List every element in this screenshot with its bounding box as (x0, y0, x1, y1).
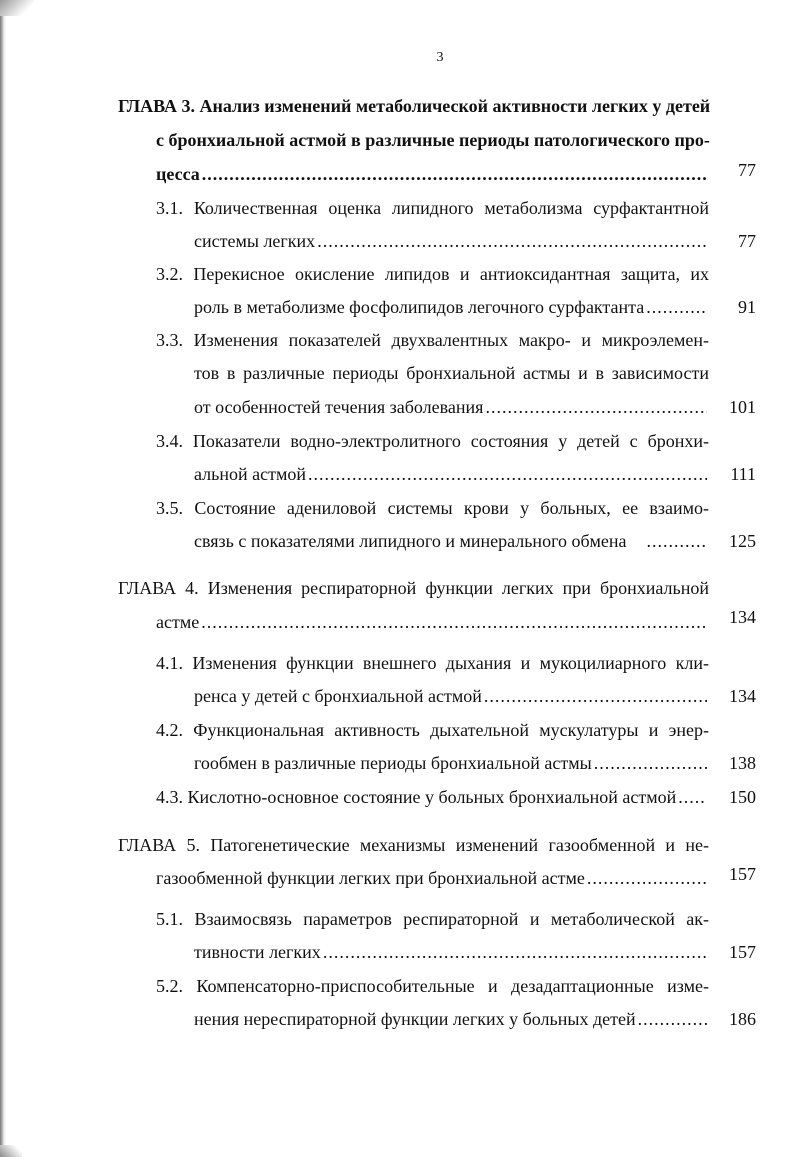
section-title-line: тов в различные периоды бронхиальной астмы и в зависимости (194, 363, 709, 383)
page-ref: 134 (729, 607, 756, 627)
scan-bottom-corner (0, 1145, 22, 1157)
page-ref: 77 (738, 231, 756, 251)
toc-entry-3-2-cont[interactable] (194, 296, 709, 318)
leader-dots (308, 463, 707, 485)
section-title-line: ренса у детей с бронхиальной астмой (194, 686, 482, 706)
section-number: 4.1. (156, 653, 183, 673)
leader-dots (678, 786, 707, 808)
section-number: 3.4. (156, 431, 183, 451)
leader-dots (594, 752, 707, 774)
section-title-line: Функциональная активность дыхательной мускулатуры и энер- (193, 720, 709, 740)
leader-dots (317, 230, 707, 252)
chapter-title-line: Изменения респираторной функции легких при бронхиальной (207, 578, 709, 598)
chapter-title-line: Патогенетические механизмы изменений газообменной и не- (210, 835, 710, 855)
chapter-title-line: цесса (156, 164, 200, 184)
toc-entry-3-5[interactable] (156, 497, 709, 519)
toc-entry-5-1-cont[interactable] (194, 941, 709, 963)
section-title-line: от особенностей течения заболевания (194, 397, 484, 417)
section-number: 3.1. (156, 198, 183, 218)
page-ref: 134 (729, 686, 756, 706)
scan-left-edge (0, 0, 6, 1157)
leader-dots (485, 396, 707, 418)
section-title-line: роль в метаболизме фосфолипидов легочного сурфактанта (194, 297, 645, 317)
toc-entry-3-2[interactable] (156, 263, 709, 285)
leader-dots (646, 296, 707, 318)
chapter-5-heading (118, 834, 709, 856)
page-ref: 186 (729, 1009, 756, 1029)
leader-dots (202, 163, 707, 185)
section-title-line: Компенсаторно-приспособительные и дезадаптационные изме- (196, 976, 710, 996)
section-title-line: Количественная оценка липидного метаболизма сурфактантной (193, 198, 709, 218)
toc-entry-chapter-5[interactable] (156, 867, 709, 889)
page-ref: 150 (729, 787, 756, 807)
toc-entry-chapter-4[interactable] (156, 611, 709, 633)
section-title-line: Показатели водно-электролитного состояния у детей с бронхи- (192, 431, 709, 451)
chapter-4-heading (118, 577, 709, 599)
section-number: 4.2. (156, 720, 183, 740)
toc-entry-3-4-cont[interactable] (194, 463, 709, 485)
leader-dots (646, 530, 707, 552)
chapter-title-line: астме (156, 612, 200, 632)
toc-entry-5-2-cont[interactable] (194, 1008, 709, 1030)
section-title-line: Кислотно-основное состояние у больных бронхиальной астмой (187, 787, 677, 807)
toc-entry-4-2[interactable] (156, 719, 709, 741)
toc-entry-3-4[interactable] (156, 430, 709, 452)
toc-entry-5-1[interactable] (156, 908, 709, 930)
section-title-line: альной астмой (194, 464, 306, 484)
chapter-label: ГЛАВА 5. (118, 835, 200, 855)
page-ref: 157 (729, 942, 756, 962)
toc-entry-5-2[interactable] (156, 975, 709, 997)
section-title-line: тивности легких (194, 942, 321, 962)
leader-dots (484, 685, 707, 707)
toc-entry-chapter-3[interactable] (156, 163, 709, 185)
toc-entry-4-1[interactable] (156, 652, 709, 674)
chapter-title-line: с бронхиальной астмой в различные периоды патологического про- (156, 130, 710, 150)
page-ref: 157 (729, 864, 756, 884)
page-ref: 77 (738, 160, 756, 180)
page-ref: 125 (729, 531, 756, 551)
section-number: 5.1. (156, 909, 183, 929)
section-title-line: системы легких (194, 231, 316, 251)
section-number: 5.2. (156, 976, 183, 996)
page-ref: 138 (729, 753, 756, 773)
page-ref: 111 (730, 464, 756, 484)
section-title-line: нения нереспираторной функции легких у больных детей (194, 1009, 636, 1029)
leader-dots (587, 867, 707, 889)
toc-entry-3-3[interactable] (156, 329, 709, 351)
page-ref: 101 (729, 397, 756, 417)
section-number: 4.3. (156, 787, 183, 807)
toc-entry-3-3-cont[interactable] (194, 396, 709, 418)
section-number: 3.2. (156, 264, 183, 284)
leader-dots (201, 611, 707, 633)
page-ref: 91 (738, 297, 756, 317)
toc-entry-4-2-cont[interactable] (194, 752, 709, 774)
section-title-line: гообмен в различные периоды бронхиальной астмы (194, 753, 592, 773)
page-number: 3 (436, 50, 444, 65)
toc-entry-4-3[interactable] (156, 786, 709, 808)
toc-entry-3-1[interactable] (156, 197, 709, 219)
section-title-line: Взаимосвязь параметров респираторной и метаболической ак- (194, 909, 709, 929)
section-title-line: Изменения функции внешнего дыхания и мукоцилиарного кли- (192, 653, 709, 673)
chapter-label: ГЛАВА 3. (118, 96, 196, 116)
scan-top-corner (0, 0, 34, 16)
chapter-title-line: Анализ изменений метаболической активности легких у детей (199, 96, 711, 116)
section-title-line: Изменения показателей двухвалентных макро- и микроэлемен- (193, 330, 710, 350)
leader-dots (638, 1008, 707, 1030)
section-title-line: связь с показателями липидного и минерального обмена (194, 531, 627, 551)
toc-entry-3-1-cont[interactable] (194, 230, 709, 252)
section-number: 3.3. (156, 330, 183, 350)
section-title-line: Перекисное окисление липидов и антиоксидантная защита, их (193, 264, 710, 284)
chapter-title-line: газообменной функции легких при бронхиальной астме (156, 868, 585, 888)
toc-entry-3-5-cont[interactable] (194, 530, 709, 552)
section-title-line: Состояние адениловой системы крови у больных, ее взаимо- (194, 498, 710, 518)
section-number: 3.5. (156, 498, 183, 518)
leader-dots (323, 941, 707, 963)
chapter-label: ГЛАВА 4. (118, 578, 199, 598)
chapter-3-heading (118, 95, 709, 117)
toc-entry-4-1-cont[interactable] (194, 685, 709, 707)
